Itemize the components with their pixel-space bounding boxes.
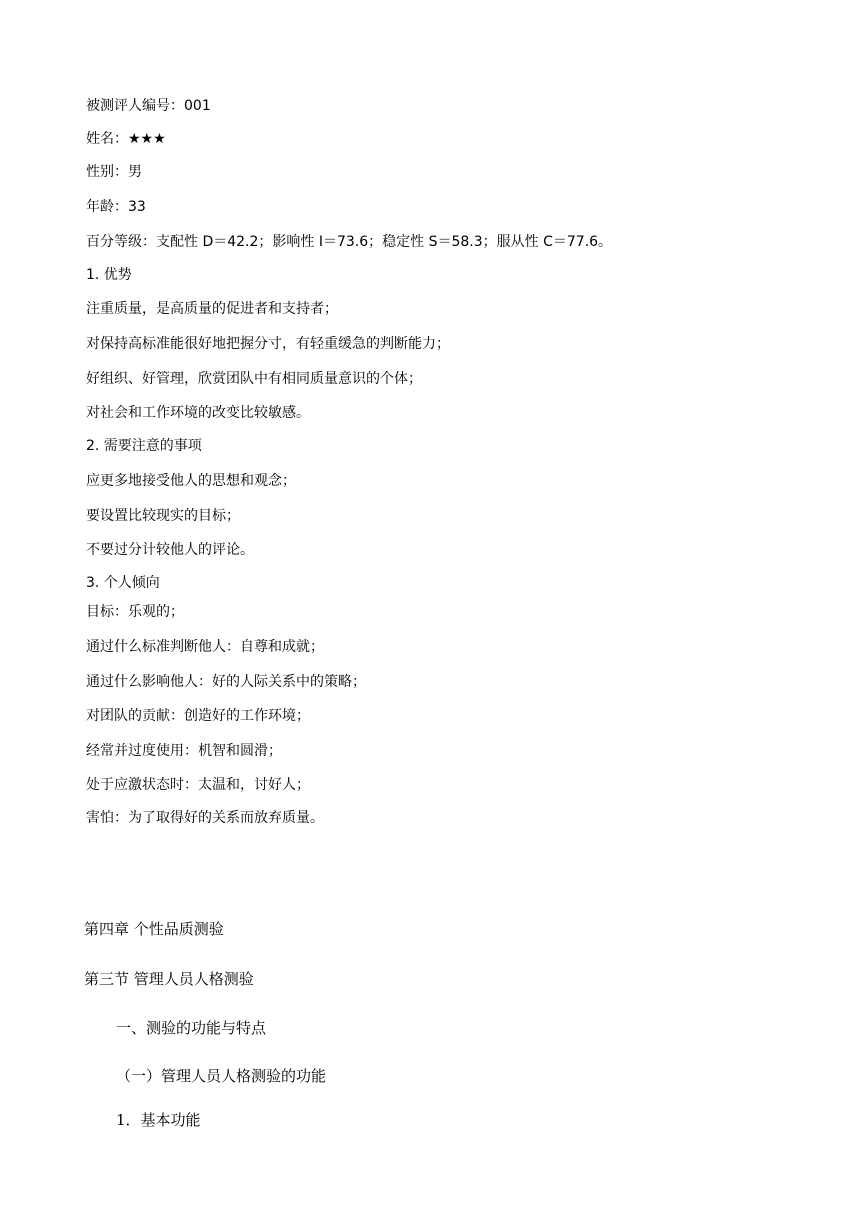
list-item: 对保持高标准能很好地把握分寸，有轻重缓急的判断能力；	[86, 336, 450, 352]
percentile-line: 百分等级：支配性 D＝42.2；影响性 I＝73.6；稳定性 S＝58.3；服从性 C＝77.6。	[86, 234, 613, 250]
list-item: 对团队的贡献：创造好的工作环境；	[86, 708, 310, 724]
list-item: 通过什么影响他人：好的人际关系中的策略；	[86, 674, 366, 690]
tendency-heading: 3. 个人倾向	[86, 575, 160, 591]
subject-id-line: 被测评人编号：001	[86, 98, 211, 114]
list-item: 注重质量，是高质量的促进者和支持者；	[86, 301, 338, 317]
age-line: 年龄：33	[86, 199, 146, 215]
item-title: 1．基本功能	[116, 1111, 201, 1129]
list-item: 处于应激状态时：太温和，讨好人；	[86, 777, 310, 793]
strengths-heading: 1. 优势	[86, 267, 132, 283]
list-item: 经常并过度使用：机智和圆滑；	[86, 743, 282, 759]
list-item: 害怕：为了取得好的关系而放弃质量。	[86, 810, 324, 826]
gender-line: 性别：男	[86, 164, 142, 180]
list-item: 通过什么标准判断他人：自尊和成就；	[86, 639, 324, 655]
list-item: 应更多地接受他人的思想和观念；	[86, 473, 296, 489]
list-item: 对社会和工作环境的改变比较敏感。	[86, 405, 310, 421]
name-line: 姓名：★★★	[86, 131, 166, 147]
subsection-title: 一、测验的功能与特点	[116, 1019, 267, 1037]
section-title: 第三节 管理人员人格测验	[84, 970, 254, 988]
list-item: 不要过分计较他人的评论。	[86, 542, 254, 558]
list-item: 目标：乐观的；	[86, 604, 184, 620]
chapter-title: 第四章 个性品质测验	[84, 920, 224, 938]
sub-subsection-title: （一）管理人员人格测验的功能	[116, 1067, 327, 1085]
list-item: 要设置比较现实的目标；	[86, 508, 240, 524]
cautions-heading: 2. 需要注意的事项	[86, 438, 202, 454]
list-item: 好组织、好管理，欣赏团队中有相同质量意识的个体；	[86, 371, 422, 387]
